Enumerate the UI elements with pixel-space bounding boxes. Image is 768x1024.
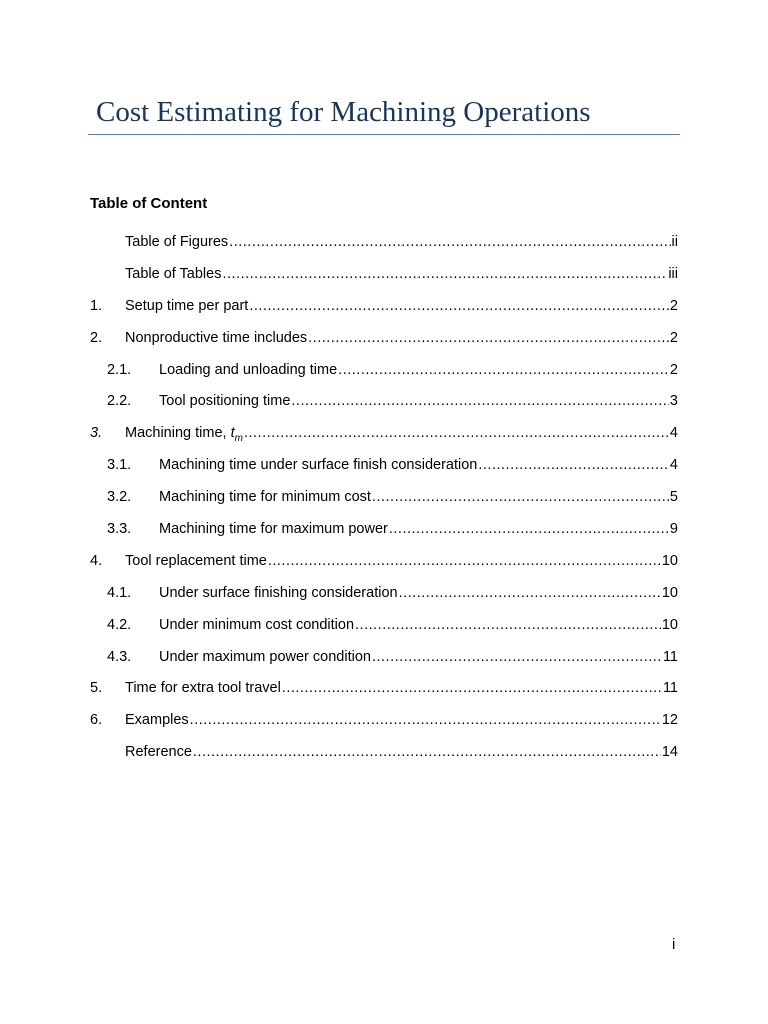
toc-entry-page: 2 xyxy=(669,297,678,314)
toc-entry-number: 6. xyxy=(90,712,103,729)
toc-dot-leader xyxy=(355,614,661,636)
toc-dot-leader xyxy=(399,582,661,604)
toc-entry-label-symbol: t xyxy=(230,425,235,442)
toc-heading: Table of Content xyxy=(90,195,208,212)
toc-entry-page: 10 xyxy=(661,552,678,569)
toc-entry-number: 3.1. xyxy=(107,457,132,474)
toc-entry-label: Reference xyxy=(125,744,192,761)
toc-entry-label: Loading and unloading time xyxy=(159,361,338,378)
toc-entry-label-subscript: m xyxy=(234,433,243,445)
toc-list xyxy=(90,231,678,773)
toc-dot-leader xyxy=(249,295,669,317)
toc-entry-page: 4 xyxy=(669,425,678,442)
toc-entry-page: 14 xyxy=(661,744,678,761)
toc-entry-label-text: Machining time, xyxy=(125,425,231,442)
toc-entry-tool-replacement-time[interactable] xyxy=(90,550,678,582)
toc-entry-number: 4. xyxy=(90,552,103,569)
toc-entry-surface-finishing-consideration[interactable] xyxy=(90,582,678,614)
toc-entry-number: 2.1. xyxy=(107,361,132,378)
toc-entry-page: 3 xyxy=(669,393,678,410)
toc-entry-number: 3.3. xyxy=(107,521,132,538)
toc-dot-leader xyxy=(229,231,670,253)
toc-entry-number: 1. xyxy=(90,297,103,314)
toc-entry-label xyxy=(90,422,243,444)
toc-entry-label: Machining time under surface finish consideration xyxy=(159,457,478,474)
toc-dot-leader xyxy=(478,454,669,476)
toc-dot-leader xyxy=(338,359,669,381)
toc-entry-number: 4.3. xyxy=(107,648,132,665)
toc-entry-machining-time[interactable] xyxy=(90,422,678,454)
toc-dot-leader xyxy=(222,263,667,285)
document-title: Cost Estimating for Machining Operations xyxy=(96,96,591,128)
toc-entry-label: Setup time per part xyxy=(125,297,249,314)
toc-entry-extra-tool-travel[interactable] xyxy=(90,677,678,709)
toc-entry-tool-positioning-time[interactable] xyxy=(90,390,678,422)
toc-entry-page: 10 xyxy=(661,584,678,601)
toc-dot-leader xyxy=(291,390,669,412)
toc-entry-label: Machining time for maximum power xyxy=(159,521,388,538)
toc-entry-number: 4.1. xyxy=(107,584,132,601)
toc-entry-number: 5. xyxy=(90,680,103,697)
toc-entry-label: Nonproductive time includes xyxy=(125,329,308,346)
toc-entry-minimum-cost-condition[interactable] xyxy=(90,614,678,646)
toc-dot-leader xyxy=(308,327,669,349)
toc-entry-table-of-figures[interactable] xyxy=(90,231,678,263)
toc-entry-page: 5 xyxy=(669,489,678,506)
toc-entry-label: Under maximum power condition xyxy=(159,648,371,665)
toc-dot-leader xyxy=(244,422,669,444)
toc-dot-leader xyxy=(190,709,661,731)
toc-entry-page: 4 xyxy=(669,457,678,474)
page-number: i xyxy=(672,936,676,953)
toc-entry-page: 2 xyxy=(669,329,678,346)
toc-entry-machining-time-minimum-cost[interactable] xyxy=(90,486,678,518)
toc-entry-setup-time[interactable] xyxy=(90,295,678,327)
toc-entry-page: 11 xyxy=(662,648,678,665)
toc-entry-reference[interactable] xyxy=(90,741,678,773)
toc-dot-leader xyxy=(193,741,661,763)
toc-entry-label: Under minimum cost condition xyxy=(159,616,355,633)
toc-entry-machining-time-maximum-power[interactable] xyxy=(90,518,678,550)
toc-entry-number: 3. xyxy=(90,425,103,442)
toc-entry-page: 2 xyxy=(669,361,678,378)
title-underline xyxy=(88,134,680,135)
toc-entry-label: Tool positioning time xyxy=(159,393,291,410)
toc-entry-table-of-tables[interactable] xyxy=(90,263,678,295)
toc-entry-machining-time-surface-finish[interactable] xyxy=(90,454,678,486)
toc-entry-label: Examples xyxy=(125,712,189,729)
toc-dot-leader xyxy=(282,677,662,699)
toc-entry-loading-unloading-time[interactable] xyxy=(90,359,678,391)
toc-entry-label: Machining time for minimum cost xyxy=(159,489,371,506)
toc-dot-leader xyxy=(389,518,669,540)
toc-entry-examples[interactable] xyxy=(90,709,678,741)
toc-entry-number: 2.2. xyxy=(107,393,132,410)
toc-entry-page: 11 xyxy=(662,680,678,697)
toc-dot-leader xyxy=(372,646,662,668)
toc-entry-label: Tool replacement time xyxy=(125,552,267,569)
toc-entry-page: ii xyxy=(671,234,678,250)
toc-entry-label: Time for extra tool travel xyxy=(125,680,281,697)
toc-entry-number: 2. xyxy=(90,329,103,346)
toc-entry-label: Under surface finishing consideration xyxy=(159,584,398,601)
toc-entry-label: Table of Tables xyxy=(125,265,222,282)
toc-entry-nonproductive-time[interactable] xyxy=(90,327,678,359)
toc-entry-page: 10 xyxy=(661,616,678,633)
toc-entry-label: Table of Figures xyxy=(125,234,229,250)
toc-dot-leader xyxy=(372,486,669,508)
toc-dot-leader xyxy=(268,550,661,572)
toc-entry-page: 12 xyxy=(661,712,678,729)
toc-entry-number: 4.2. xyxy=(107,616,132,633)
toc-entry-page: 9 xyxy=(669,521,678,538)
toc-entry-maximum-power-condition[interactable] xyxy=(90,646,678,678)
toc-entry-page: iii xyxy=(668,265,678,282)
toc-entry-number: 3.2. xyxy=(107,489,132,506)
